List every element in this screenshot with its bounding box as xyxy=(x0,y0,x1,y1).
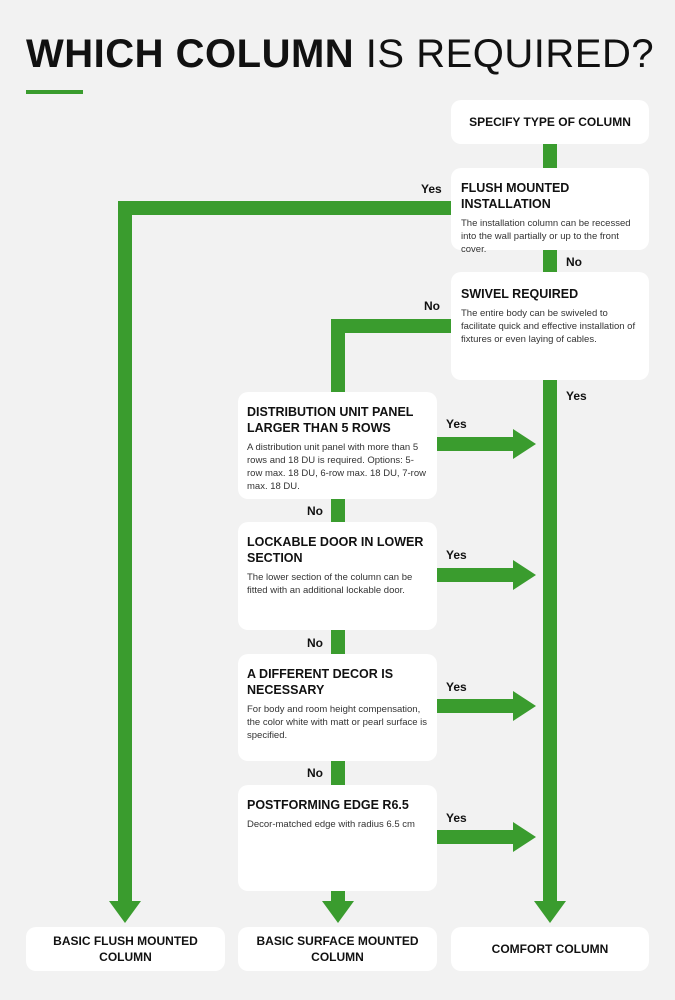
decision-lockable-door xyxy=(238,522,437,630)
start-label: SPECIFY TYPE OF COLUMN xyxy=(469,115,631,129)
start-box xyxy=(451,100,649,144)
arrow-to-basic-flush xyxy=(109,901,141,923)
title-light: IS REQUIRED? xyxy=(365,32,655,76)
result-comfort xyxy=(451,927,649,971)
decision-description: Decor-matched edge with radius 6.5 cm xyxy=(247,819,415,830)
edge-label-swivel-yes: Yes xyxy=(566,389,587,403)
decision-distribution-unit-panel xyxy=(238,392,437,499)
decision-postforming-edge xyxy=(238,785,437,891)
result-label: BASIC SURFACE MOUNTED COLUMN xyxy=(256,934,419,964)
edge-label-flush-yes: Yes xyxy=(421,182,442,196)
connector-start-flush xyxy=(543,144,557,168)
edge-label-swivel-no: No xyxy=(424,299,440,313)
connector-swivel-no-vertical xyxy=(331,319,345,392)
connector-decor-edge xyxy=(331,761,345,785)
connector-swivel-no-horizontal xyxy=(331,319,451,333)
title-bold: WHICH COLUMN xyxy=(26,32,355,76)
decision-different-decor xyxy=(238,654,437,761)
decision-description: The installation column can be recessed into the wall partially or up to the front cover. xyxy=(461,218,631,255)
edge-label-dist-yes: Yes xyxy=(446,417,467,431)
connector-flush-yes-horizontal xyxy=(118,201,451,215)
decision-title: A DIFFERENT DECOR IS NECESSARY xyxy=(247,667,394,697)
decision-description: The entire body can be swiveled to facilitate quick and effective installation of fixtures or even laying of cables. xyxy=(461,308,636,345)
connector-flush-yes-vertical xyxy=(118,201,132,903)
decision-title: POSTFORMING EDGE R6.5 xyxy=(247,798,409,812)
decision-description: A distribution unit panel with more than 5 rows and 18 DU is required. Options: 5-row max. 18 DU, 6-row max. 18 DU, 7-row max. 18 DU. xyxy=(247,442,426,492)
connector-lock-yes xyxy=(437,568,515,582)
arrow-to-comfort xyxy=(534,901,566,923)
arrow-decor-yes xyxy=(513,691,536,721)
edge-label-dist-no: No xyxy=(307,504,323,518)
decision-description: The lower section of the column can be fitted with an additional lockable door. xyxy=(247,572,413,596)
decision-title: LOCKABLE DOOR IN LOWER SECTION xyxy=(247,535,424,565)
connector-decor-yes xyxy=(437,699,515,713)
arrow-dist-yes xyxy=(513,429,536,459)
result-basic-flush-mounted xyxy=(26,927,225,971)
connector-swivel-yes-vertical xyxy=(543,380,557,903)
edge-label-lock-yes: Yes xyxy=(446,548,467,562)
decision-title: DISTRIBUTION UNIT PANEL LARGER THAN 5 ROWS xyxy=(247,405,414,435)
result-label: BASIC FLUSH MOUNTED COLUMN xyxy=(53,934,198,964)
connector-edge-yes xyxy=(437,830,515,844)
edge-label-flush-no: No xyxy=(566,255,582,269)
arrow-edge-yes xyxy=(513,822,536,852)
decision-swivel-required xyxy=(451,272,649,380)
result-basic-surface-mounted xyxy=(238,927,437,971)
edge-label-decor-yes: Yes xyxy=(446,680,467,694)
arrow-lock-yes xyxy=(513,560,536,590)
connector-dist-yes xyxy=(437,437,515,451)
connector-lock-decor xyxy=(331,630,345,654)
edge-label-edge-yes: Yes xyxy=(446,811,467,825)
connector-dist-lock xyxy=(331,499,345,522)
edge-label-decor-no: No xyxy=(307,766,323,780)
decision-title: SWIVEL REQUIRED xyxy=(461,287,579,301)
decision-flush-mounted xyxy=(451,168,649,255)
decision-description: For body and room height compensation, the color white with matt or pearl surface is specified. xyxy=(247,704,428,741)
decision-title: FLUSH MOUNTED INSTALLATION xyxy=(461,181,570,211)
result-label: COMFORT COLUMN xyxy=(491,942,609,956)
arrow-to-basic-surface xyxy=(322,901,354,923)
edge-label-lock-no: No xyxy=(307,636,323,650)
